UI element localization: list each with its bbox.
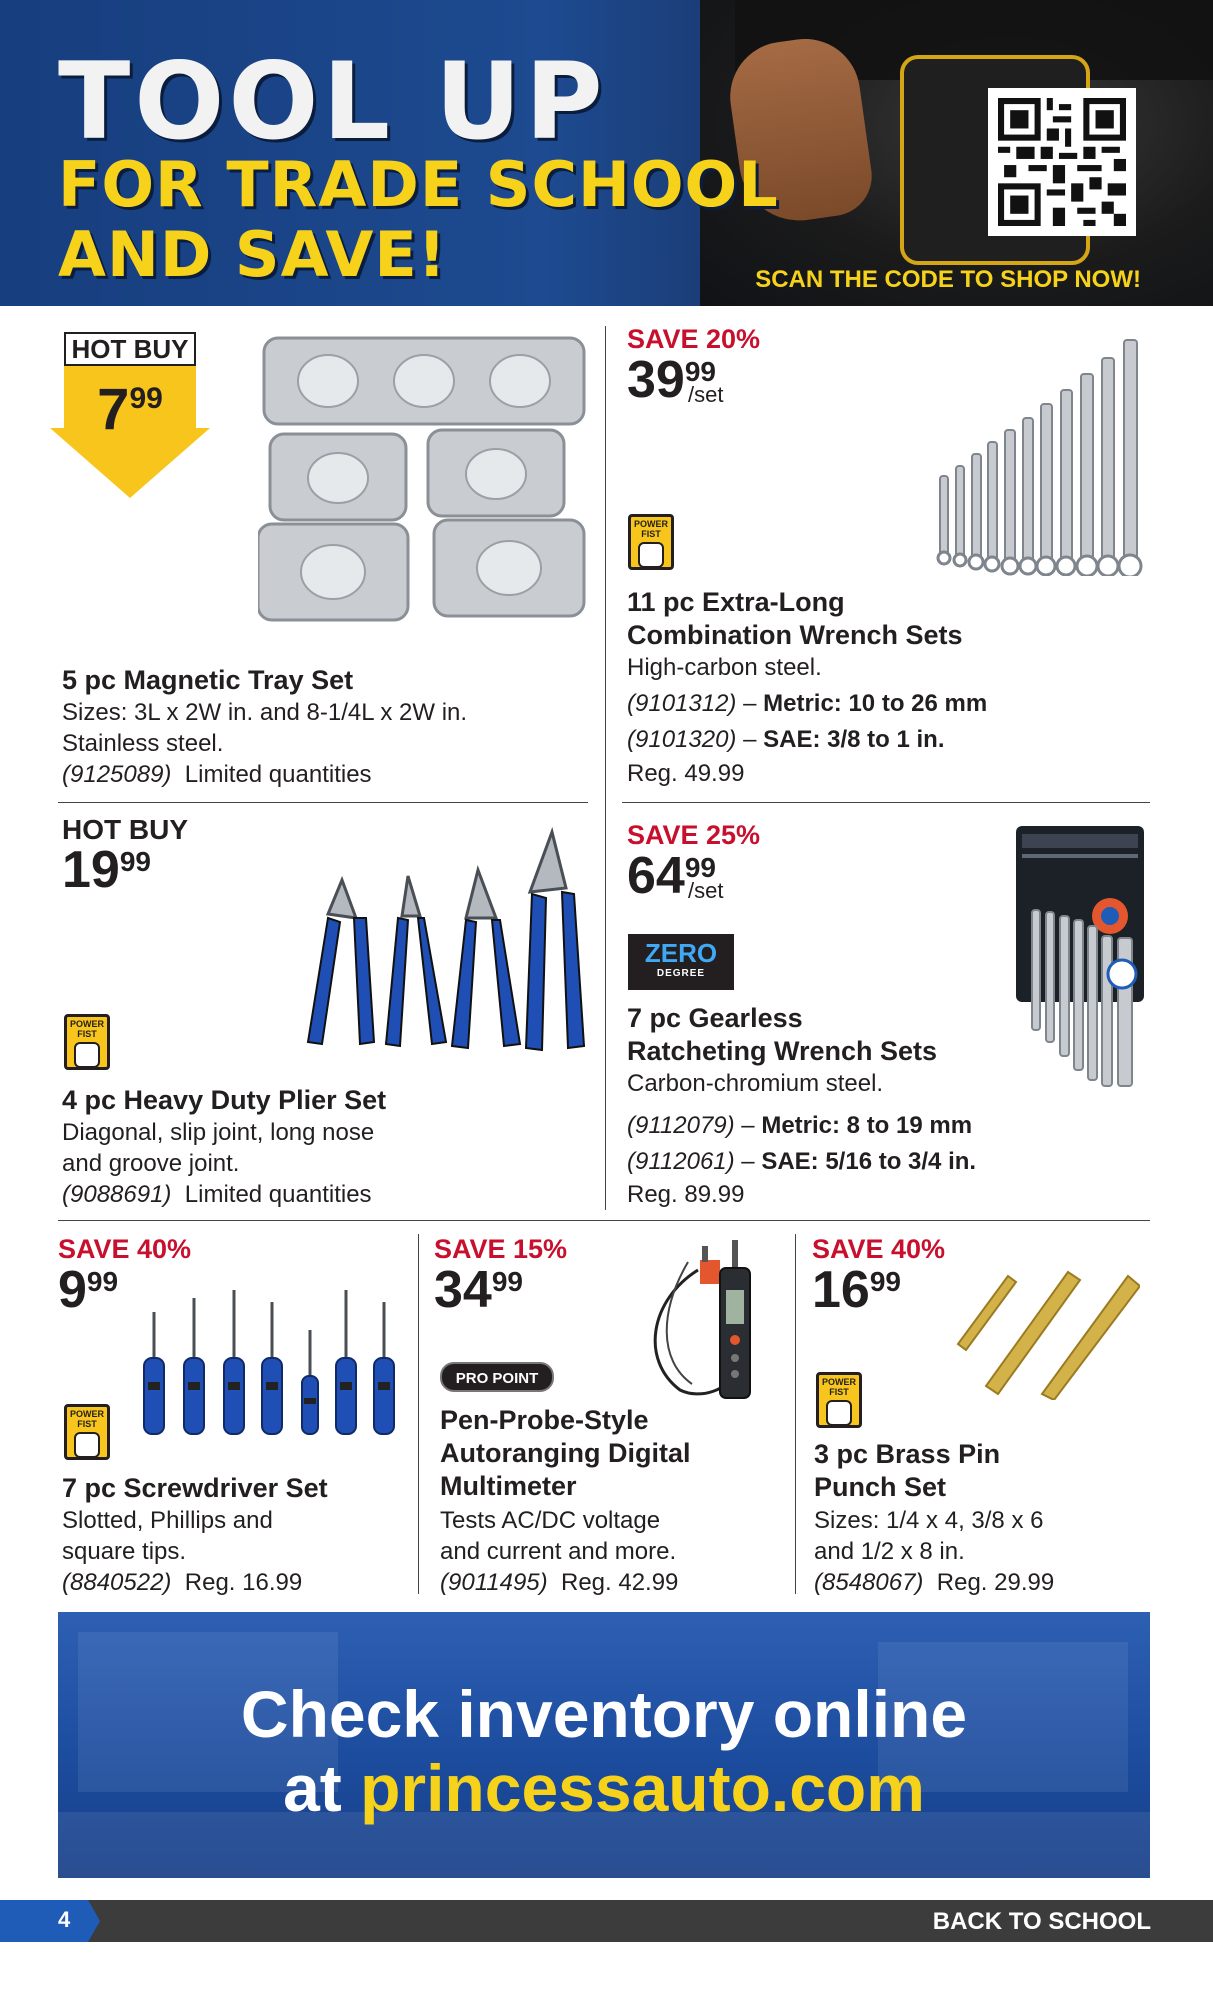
wrench-product-name-1: 11 pc Extra-Long bbox=[627, 587, 845, 617]
multimeter-sku: (9011495) bbox=[440, 1569, 548, 1596]
page-number-tab bbox=[0, 1900, 100, 1942]
multimeter-desc-1: Tests AC/DC voltage bbox=[440, 1507, 661, 1534]
power-fist-logo: POWER FIST bbox=[816, 1372, 862, 1428]
punch-sku: (8548067) bbox=[814, 1569, 924, 1596]
punch-regular-price: Reg. 29.99 bbox=[936, 1569, 1055, 1596]
plier-hot-buy-tag: HOT BUY bbox=[62, 814, 188, 845]
screwdriver-product-name: 7 pc Screwdriver Set bbox=[62, 1473, 328, 1503]
screwdriver-sku: (8840522) bbox=[62, 1569, 172, 1596]
divider-row1-right bbox=[622, 802, 1150, 803]
tray-price bbox=[50, 376, 210, 443]
inventory-url-prefix: at bbox=[283, 1751, 342, 1825]
tray-price-dollars: 7 bbox=[97, 377, 130, 442]
section-title: BACK TO SCHOOL bbox=[932, 1908, 1151, 1935]
headline-tool-up: TOOL UP bbox=[58, 40, 607, 163]
wrench-sku-metric: (9101312) bbox=[627, 690, 737, 717]
wrench-price-cents: 99 bbox=[684, 356, 716, 387]
multimeter-sku-line bbox=[440, 1567, 678, 1598]
scan-code-cta: SCAN THE CODE TO SHOP NOW! bbox=[755, 266, 1141, 293]
ratchet-price-cents: 99 bbox=[684, 852, 716, 883]
plier-product-name: 4 pc Heavy Duty Plier Set bbox=[62, 1085, 387, 1115]
ratchet-price-unit: /set bbox=[688, 878, 724, 903]
multimeter-price-cents: 99 bbox=[491, 1266, 523, 1297]
punch-price-dollars: 16 bbox=[812, 1261, 870, 1319]
punch-price-cents: 99 bbox=[869, 1266, 901, 1297]
inventory-url-line bbox=[58, 1750, 1150, 1826]
website-link[interactable]: princessauto.com bbox=[360, 1751, 925, 1825]
zero-degree-logo-sub: DEGREE bbox=[656, 968, 706, 979]
power-fist-logo: POWER FIST bbox=[628, 514, 674, 570]
promo-header-banner bbox=[0, 0, 1213, 306]
multimeter-regular-price: Reg. 42.99 bbox=[560, 1569, 679, 1596]
inventory-headline: Check inventory online bbox=[240, 1677, 968, 1751]
headline-and-save: AND SAVE! bbox=[58, 218, 447, 291]
multimeter-price bbox=[434, 1261, 523, 1319]
wrench-sku-sae: (9101320) bbox=[627, 726, 737, 753]
combination-wrench-image bbox=[930, 326, 1160, 576]
ratchet-save-tag: SAVE 25% bbox=[627, 820, 761, 850]
wrench-sae-line: (9101320) – SAE: 3/8 to 1 in. bbox=[627, 726, 945, 753]
divider-vertical-bottom-2 bbox=[795, 1234, 796, 1594]
screwdriver-sku-line bbox=[62, 1567, 302, 1598]
page-number: 4 bbox=[58, 1907, 71, 1932]
ratchet-sku-metric: (9112079) bbox=[627, 1112, 735, 1139]
punch-desc-2: and 1/2 x 8 in. bbox=[814, 1538, 965, 1565]
ratchet-price bbox=[627, 847, 724, 905]
hot-buy-badge bbox=[50, 328, 210, 498]
headline-trade-school: FOR TRADE SCHOOL bbox=[58, 148, 779, 221]
wrench-spec-sae: SAE: 3/8 to 1 in. bbox=[763, 726, 945, 753]
punch-sku-line bbox=[814, 1567, 1054, 1598]
brass-pin-punch-image bbox=[950, 1264, 1140, 1400]
plier-desc-2: and groove joint. bbox=[62, 1150, 240, 1177]
multimeter-save-tag: SAVE 15% bbox=[434, 1234, 568, 1264]
punch-product-name-2: Punch Set bbox=[814, 1472, 947, 1502]
screwdriver-set-image bbox=[140, 1282, 406, 1438]
tray-product-name: 5 pc Magnetic Tray Set bbox=[62, 665, 354, 695]
wrench-price-unit: /set bbox=[688, 382, 724, 407]
power-fist-logo: POWER FIST bbox=[64, 1404, 110, 1460]
multimeter-price-dollars: 34 bbox=[434, 1261, 492, 1319]
screwdriver-regular-price: Reg. 16.99 bbox=[184, 1569, 303, 1596]
qr-code-icon bbox=[998, 98, 1126, 226]
multimeter-product-name-2: Autoranging Digital bbox=[440, 1438, 691, 1468]
tray-note: Limited quantities bbox=[184, 761, 372, 788]
screwdriver-desc-1: Slotted, Phillips and bbox=[62, 1507, 273, 1534]
wrench-metric-line: (9101312) – Metric: 10 to 26 mm bbox=[627, 690, 988, 717]
wrench-desc-material: High-carbon steel. bbox=[627, 654, 822, 681]
multimeter-product-name-1: Pen-Probe-Style bbox=[440, 1405, 649, 1435]
plier-desc-1: Diagonal, slip joint, long nose bbox=[62, 1119, 375, 1146]
tray-sku-line bbox=[62, 759, 372, 790]
ratchet-spec-metric: Metric: 8 to 19 mm bbox=[761, 1112, 973, 1139]
ratchet-sku-sae: (9112061) bbox=[627, 1148, 735, 1175]
plier-price-cents: 99 bbox=[119, 846, 151, 877]
qr-code[interactable] bbox=[988, 88, 1136, 236]
wrench-price bbox=[627, 351, 724, 409]
page-footer bbox=[0, 1900, 1213, 1942]
tray-price-cents: 99 bbox=[129, 382, 163, 415]
wrench-save-tag: SAVE 20% bbox=[627, 324, 761, 354]
plier-price bbox=[62, 841, 151, 899]
screwdriver-desc-2: square tips. bbox=[62, 1538, 187, 1565]
wrench-spec-metric: Metric: 10 to 26 mm bbox=[763, 690, 988, 717]
ratchet-spec-sae: SAE: 5/16 to 3/4 in. bbox=[761, 1148, 977, 1175]
ratchet-product-name-2: Ratcheting Wrench Sets bbox=[627, 1036, 938, 1066]
pro-point-logo: PRO POINT bbox=[440, 1362, 554, 1392]
punch-save-tag: SAVE 40% bbox=[812, 1234, 946, 1264]
ratchet-metric-line: (9112079) – Metric: 8 to 19 mm bbox=[627, 1112, 973, 1139]
wrench-price-dollars: 39 bbox=[627, 351, 685, 409]
ratchet-sae-line: (9112061) – SAE: 5/16 to 3/4 in. bbox=[627, 1148, 977, 1175]
wrench-product-name-2: Combination Wrench Sets bbox=[627, 620, 963, 650]
multimeter-product-name-3: Multimeter bbox=[440, 1471, 577, 1501]
ratchet-desc-material: Carbon-chromium steel. bbox=[627, 1070, 884, 1097]
multimeter-image bbox=[640, 1240, 780, 1400]
screwdriver-price-cents: 99 bbox=[86, 1266, 119, 1297]
ratchet-product-name-1: 7 pc Gearless bbox=[627, 1003, 803, 1033]
hot-buy-label: HOT BUY bbox=[64, 332, 196, 366]
plier-price-dollars: 19 bbox=[62, 841, 120, 899]
plier-set-image bbox=[300, 822, 590, 1052]
screwdriver-save-tag: SAVE 40% bbox=[58, 1234, 192, 1264]
divider-row1-left bbox=[58, 802, 588, 803]
zero-degree-logo-main: ZERO bbox=[644, 938, 718, 968]
divider-vertical-bottom-1 bbox=[418, 1234, 419, 1594]
tray-sku: (9125089) bbox=[62, 761, 172, 788]
screwdriver-price-dollars: 9 bbox=[58, 1261, 87, 1319]
tray-desc-material: Stainless steel. bbox=[62, 730, 224, 757]
divider-row2 bbox=[58, 1220, 1150, 1221]
punch-price bbox=[812, 1261, 901, 1319]
power-fist-logo: POWER FIST bbox=[64, 1014, 110, 1070]
plier-sku: (9088691) bbox=[62, 1181, 172, 1208]
ratcheting-wrench-image bbox=[1010, 826, 1150, 1092]
zero-degree-logo bbox=[628, 934, 734, 990]
ratchet-regular-price: Reg. 89.99 bbox=[627, 1181, 745, 1208]
punch-desc-1: Sizes: 1/4 x 4, 3/8 x 6 bbox=[814, 1507, 1044, 1534]
screwdriver-price bbox=[58, 1261, 119, 1319]
magnetic-tray-image bbox=[258, 334, 590, 624]
ratchet-price-dollars: 64 bbox=[627, 847, 685, 905]
divider-vertical-top bbox=[605, 326, 606, 1210]
plier-sku-line bbox=[62, 1179, 372, 1210]
check-inventory-banner[interactable] bbox=[58, 1612, 1150, 1878]
punch-product-name-1: 3 pc Brass Pin bbox=[814, 1439, 1001, 1469]
multimeter-desc-2: and current and more. bbox=[440, 1538, 677, 1565]
plier-note: Limited quantities bbox=[184, 1181, 372, 1208]
wrench-regular-price: Reg. 49.99 bbox=[627, 760, 745, 787]
tray-desc-sizes: Sizes: 3L x 2W in. and 8-1/4L x 2W in. bbox=[62, 699, 468, 726]
